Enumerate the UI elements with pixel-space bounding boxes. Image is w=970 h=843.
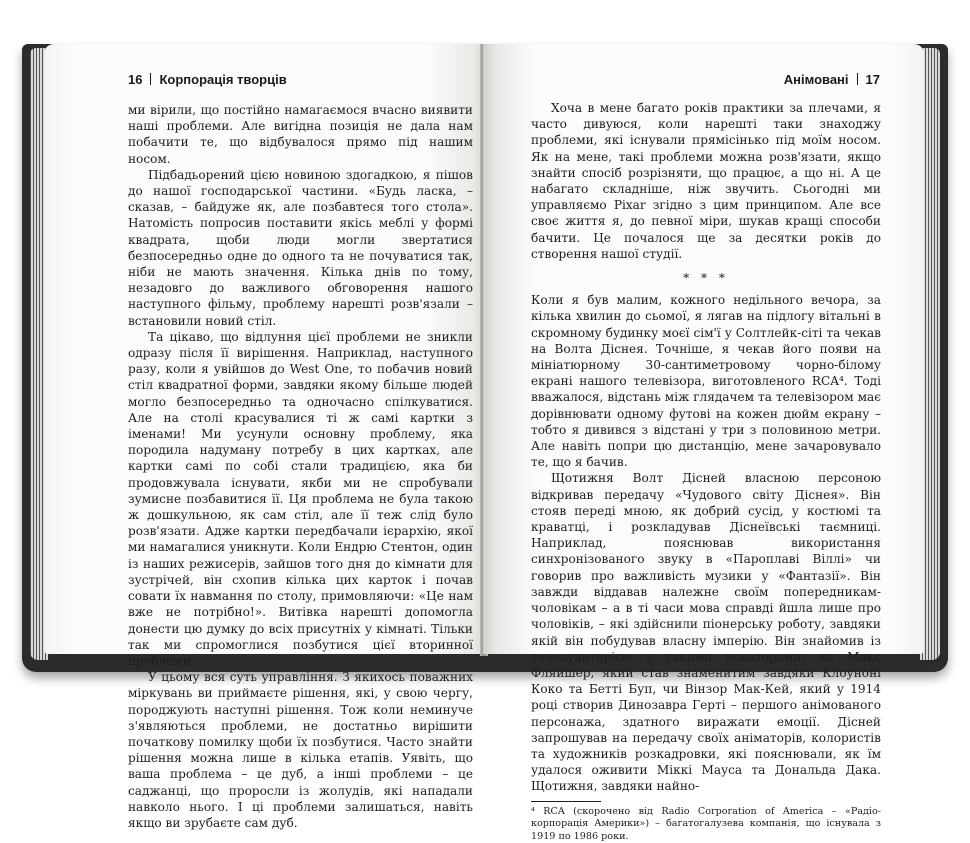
right-page xyxy=(483,44,924,842)
header-separator xyxy=(150,73,151,85)
header-separator xyxy=(857,73,858,85)
left-page-body xyxy=(128,102,473,831)
right-paragraph-1: Хоча в мене багато років практики за плечами, я часто дивуюся, коли нарешті таки знаходжу проблеми, які існували прямісінько під моїм носом. Як на мене, такі проблеми можна розв'язати, якщо знайти спосіб розрізняти, що працює, а що ні. А це набагато складніше, ніж звучить. Сьогодні ми управляємо Pixar згідно з цим принципом. Але все своє життя я, до певної міри, шукав кращі способи бачити. Це почалося ще за десятки років до створення нашої студії. xyxy=(531,101,881,261)
right-running-head xyxy=(784,72,880,87)
left-paragraph-4: У цьому вся суть управління. З якихось поважних міркувань ви приймаєте рішення, які, у свою чергу, породжують наступні рішення. Тож коли неминуче з'являються проблеми, не достатньо вирішити початкову помилку щоби їх позбутися. Часто знайти рішення можна лише в кілька етапів. Уявіть, що ваша проблема – це дуб, а інші проблеми – це саджанці, що проросли із жолудів, які нападали навколо нього. І ці проблеми залишаться, навіть якщо ви зрубаєте сам дуб. xyxy=(128,670,473,830)
right-running-title: Анімовані xyxy=(783,72,849,87)
section-break: * * * xyxy=(683,271,729,286)
right-page-body xyxy=(531,100,881,843)
left-page-number: 16 xyxy=(128,72,143,87)
left-paragraph-1: ми вірили, що постійно намагаємося вчасно виявити наші проблеми. Але вигідна позиція не дала нам побачити те, що відбувалося прямо під нашим носом. xyxy=(128,103,473,166)
footnote-rule xyxy=(531,801,601,802)
left-running-head xyxy=(128,72,287,87)
left-page xyxy=(44,44,487,830)
footnote: ⁴ RCA (скорочено від Radio Corporation of America – «Радіо-корпорація Америки») – багатогалузева компанія, що існувала з 1919 по 1986 роки. xyxy=(531,805,881,842)
left-paragraph-3: Та цікаво, що відлуння цієї проблеми не зникли одразу після її вирішення. Наприклад, наступного разу, коли я увійшов до West One, то побачив новий стіл квадратної форми, завдяки якому більше людей могло безпосередньо та одночасно спілкуватися. Але на столі красувалися ті ж самі картки з іменами! Ми усунули основну проблему, яка породила надуману потребу в цих картках, але картки самі по собі стали традицією, яка би продовжувала існувати, якби ми не спробували зумисне позбавитися її. Ця проблема не була такою ж дошкульною, як сам стіл, але її теж слід було розв'язати. Адже картки передбачали ієрархію, якої ми намагалися уникнути. Коли Ендрю Стентон, один із наших режисерів, зайшов того дня до кімнати для зустрічей, він схопив кілька цих карток і почав совати їх навмання по столу, примовляючи: «Це нам вже не потрібно!». Витівка нарешті допомогла донести цю думку до всіх присутніх у кімнаті. Тільки так ми спромоглися позбутися цієї вторинної проблеми. xyxy=(128,329,473,668)
left-running-title: Корпорація творців xyxy=(159,72,287,87)
left-paragraph-2: Підбадьорений цією новиною здогадкою, я пішов до нашої господарської частини. «Будь ласка, – сказав, – байдуже як, але позбавтеся того стола». Натомість попросив поставити якісь меблі у формі квадрата, щоби люди могли звертатися безпосередньо одне до одного та не почуватися так, ніби не мають значення. Кілька днів по тому, незадовго до важливого обговорення нашого наступного фільму, проблему нарешті розв'язали – встановили новий стіл. xyxy=(128,167,473,328)
right-paragraph-2: Коли я був малим, кожного недільного вечора, за кілька хвилин до сьомої, я лягав на підлогу вітальні в скромному будинку моєї сім'ї у Солтлейк-сіті та чекав на Волта Діснея. Точніше, я чекав його появи на мініатюрному 30-сантиметровому чорно-білому екрані нашого телевізора, виготовленого RCA⁴. Тоді вважалося, відстань між глядачем та телевізором має дорівнювати одному футові на кожен дюйм екрану – тобто я дивився з відстані у три з половиною метри. Але навіть попри цю дистанцію, мене зачаровувало те, що я бачив. xyxy=(531,293,881,470)
right-paragraph-3: Щотижня Волт Дісней власною персоною відкривав передачу «Чудового світу Діснея». Він стояв переді мною, як добрий сусід, у костюмі та краватці, і розкладував Діснеївські таємниці. Наприклад, пояснював використання синхронізованого звуку в «Пароплаві Віллі» чи говорив про важливість музики у «Фантазії». Він завжди віддавав належне своїм попередникам-чоловікам – а в ті часи мова справді йшла лише про чоловіків, – які здійснили піонерську роботу, завдяки якій він побудував власну імперію. Він знайомив із телеаудиторією з такими новаторами, як Макс Фляйшер, який став знаменитим завдяки Клоуноні Коко та Бетті Буп, чи Вінзор Мак-Кей, який у 1914 році створив Динозавра Герті – першого анімованого персонажа, здатного виражати емоції. Дісней запрошував на передачу своїх аніматорів, колористів та художників розкадровки, які пояснювали, як їм удалося оживити Міккі Мауса та Дональда Дака. Щотижня, завдяки найно- xyxy=(531,471,881,794)
right-page-number: 17 xyxy=(865,72,880,87)
